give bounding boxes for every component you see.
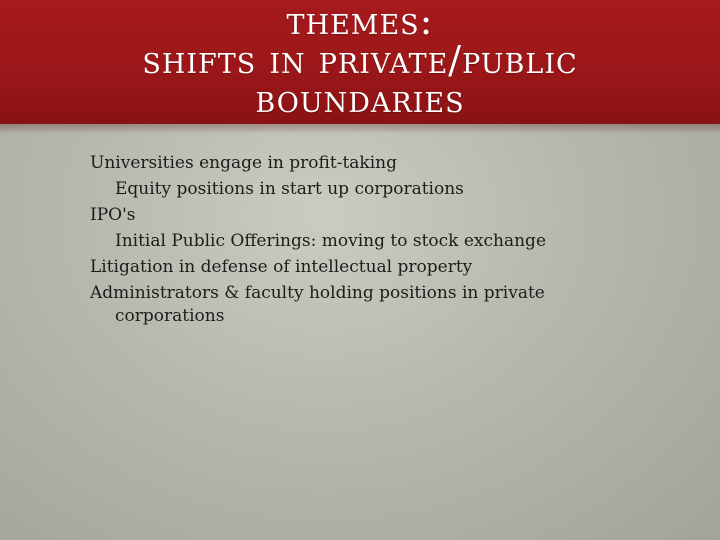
- bullet-item: Universities engage in profit-taking: [90, 153, 397, 173]
- title-line-3: boundaries: [255, 77, 465, 121]
- bullet-list: [90, 150, 610, 328]
- slide-title: [60, 2, 660, 119]
- title-line-2: shifts in private/public: [142, 38, 578, 82]
- bullet-item: Litigation in defense of intellectual property: [90, 257, 473, 277]
- bullet-item: Administrators & faculty holding positions in private corporations: [90, 283, 545, 326]
- bullet-item: IPO's: [90, 205, 136, 225]
- sub-bullet-item: Initial Public Offerings: moving to stock exchange: [115, 231, 547, 251]
- title-line-1: themes:: [286, 0, 434, 43]
- sub-bullet-item: Equity positions in start up corporations: [115, 179, 464, 199]
